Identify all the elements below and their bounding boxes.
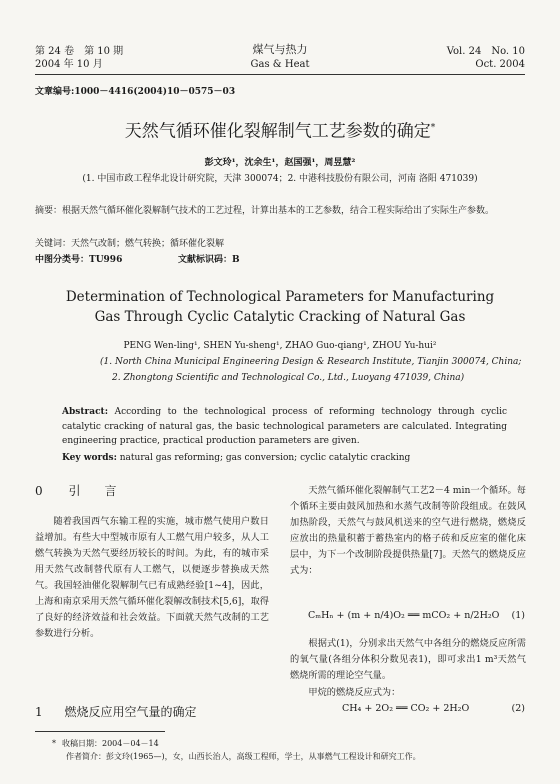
keywords-en-text: natural gas reforming; gas conversion; cyclic catalytic cracking [119, 453, 411, 463]
section-1-number: 1 [35, 705, 43, 719]
process-paragraph: 天然气循环催化裂解制气工艺2－4 min一个循环。每个循环主要由鼓风加热和水蒸气改制等阶段组成。在鼓风加热阶段，天然气与鼓风机送来的空气进行燃烧，燃烧反应放出的热量积蓄于蓄热室内的格子砖和反应室的催化床层中，为下一个改制阶段提供热量[7]。天然气的燃烧反应式为： [290, 485, 526, 576]
oxygen-paragraph: 根据式(1)，分别求出天然气中各组分的燃烧反应所需的氧气量(各组分体积分数见表1)，即可求出1 m³天然气燃烧所需的理论空气量。 [290, 638, 526, 681]
affiliation-en-1: (1. North China Municipal Engineering Design & Research Institute, Tianjin 300074, China; [100, 357, 522, 367]
footnote-received [52, 738, 159, 750]
clc-number: 中图分类号：TU996 [35, 255, 123, 265]
footnote-star: * [52, 739, 56, 748]
title-cn [35, 117, 525, 143]
journal-name-en: Gas & Heat [250, 59, 310, 70]
title-en-line1: Determination of Technological Parameters for Manufacturing [65, 289, 495, 305]
intro-paragraph: 随着我国西气东输工程的实施，城市燃气使用户数日益增加。有些大中型城市原有人工燃气用户较多，从人工燃气转换为天然气要经历较长的时间。为此，有的城市采用天然气改制替代原有人工燃气，以便逐步替换成天然气。我国轻油催化裂解制气已有成熟经验[1~4]，因此，上海和南京采用天然气循环催化裂解改制技术[5,6]，取得了良好的经济效益和社会效益。下面就天然气改制的工艺参数进行分析。 [35, 516, 269, 639]
keywords-en-label: Key words: [62, 453, 117, 463]
abstract-en-label: Abstract: [62, 407, 109, 417]
section-0-number: 0 [35, 484, 43, 498]
formula-2: CH₄ + 2O₂ ══ CO₂ + 2H₂O [342, 703, 470, 714]
section-0-heading [35, 483, 116, 499]
document-code: 文献标识码：B [178, 255, 240, 265]
title-en-line2: Gas Through Cyclic Catalytic Cracking of Natural Gas [94, 309, 466, 325]
abstract-cn: 摘要：根据天然气循环催化裂解制气技术的工艺过程，计算出基本的工艺参数，结合工程实际给出了实际生产参数。 [35, 206, 495, 216]
footnote-author: 作者简介：彭文玲(1965—)，女，山西长治人，高级工程师，学士，从事燃气工程设计和研究工作。 [66, 752, 421, 761]
footnote-received-text: 收稿日期：2004－04－14 [62, 739, 159, 748]
abstract-en [62, 405, 507, 449]
title-star: * [430, 123, 436, 133]
authors-cn: 彭文玲¹，沈余生¹，赵国强¹，周昱慧² [204, 158, 356, 168]
footnote-rule [35, 731, 165, 732]
journal-date: 2004 年 10 月 [35, 59, 103, 70]
abstract-en-text: According to the technological process of reforming technology through cyclic catalytic cracking of natural gas, the basic technological parameters are calculated. Integrating engineering practice, practical production parameters are given. [62, 407, 507, 446]
header-rule [35, 74, 525, 75]
keywords-en [62, 452, 507, 465]
formula-2-number: (2) [511, 703, 525, 714]
article-number: 文章编号:1000－4416(2004)10－0575－03 [35, 87, 236, 97]
journal-name-cn: 煤气与热力 [252, 43, 308, 56]
title-cn-text: 天然气循环催化裂解制气工艺参数的确定 [124, 121, 431, 142]
methane-paragraph: 甲烷的燃烧反应式为： [308, 687, 401, 698]
section-1-heading [35, 704, 196, 720]
journal-volume: 第 24 卷 第 10 期 [35, 46, 124, 57]
keywords-cn: 关键词：天然气改制；燃气转换；循环催化裂解 [35, 239, 225, 249]
journal-volume-en: Vol. 24 No. 10 [446, 46, 525, 57]
affiliation-en-2: 2. Zhongtong Scientific and Technological Co., Ltd., Luoyang 471039, China) [112, 373, 465, 383]
journal-date-en: Oct. 2004 [475, 59, 525, 70]
formula-1: CₘHₙ + (m + n/4)O₂ ══ mCO₂ + n/2H₂O [308, 610, 500, 621]
affiliations-cn: (1. 中国市政工程华北设计研究院，天津 300074；2. 中港科技股份有限公司，河南 洛阳 471039) [82, 174, 478, 184]
section-1-title: 燃烧反应用空气量的确定 [64, 705, 197, 719]
formula-1-number: (1) [511, 610, 525, 621]
section-0-title: 引 言 [68, 484, 117, 498]
authors-en: PENG Wen-ling¹, SHEN Yu-sheng¹, ZHAO Guo-qiang¹, ZHOU Yu-hui² [123, 341, 437, 351]
